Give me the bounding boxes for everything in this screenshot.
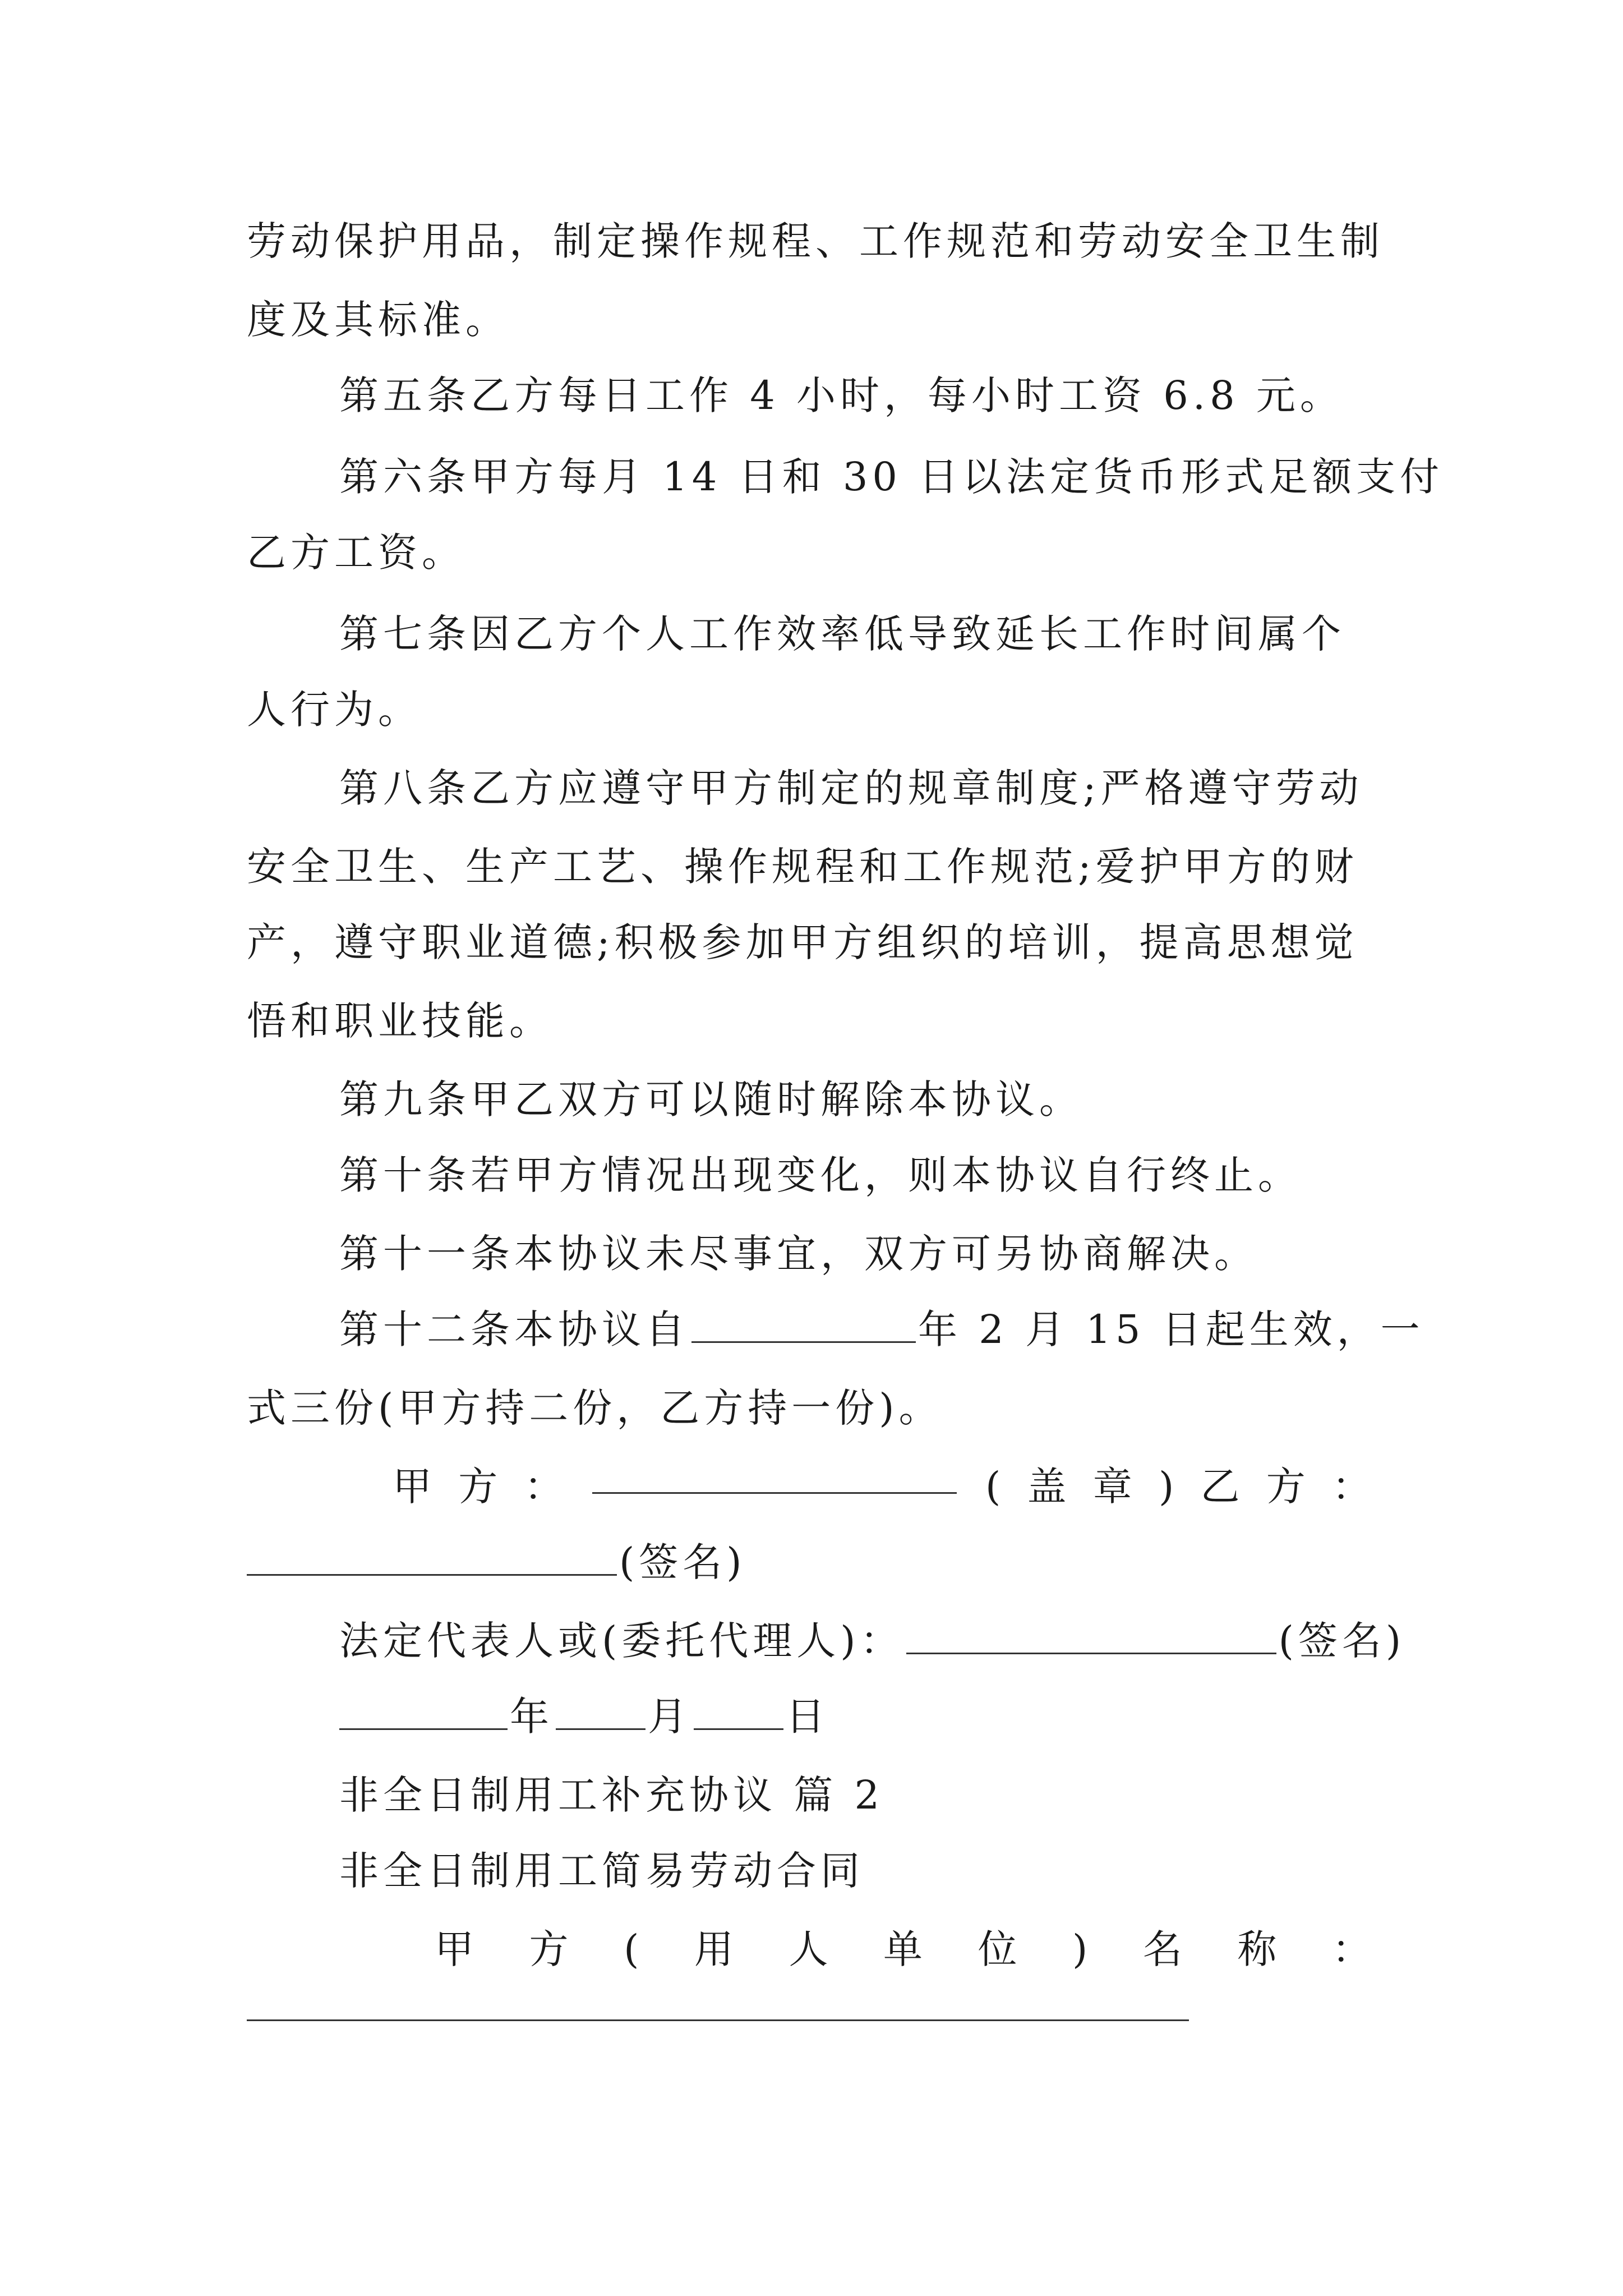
party-a-blank	[592, 1453, 957, 1494]
char: 甲	[435, 1926, 474, 1972]
day-label: 日	[786, 1694, 829, 1740]
party-a-name-blank	[247, 2019, 1189, 2021]
text-line: 乙方工资。	[247, 530, 465, 576]
char: (	[624, 1926, 639, 1972]
clause-12-text-b: 年 2 月 15 日起生效，一	[918, 1306, 1424, 1352]
char: 名	[1142, 1926, 1182, 1972]
clause-10: 第十条若甲方情况出现变化，则本协议自行终止。	[339, 1152, 1302, 1198]
char: )	[1158, 1464, 1174, 1510]
char: 称	[1237, 1926, 1277, 1972]
char: 乙	[1200, 1464, 1240, 1510]
text-line: 式三份(甲方持二份，乙方持一份)。	[247, 1385, 943, 1431]
char: 位	[978, 1926, 1017, 1972]
year-blank	[691, 1302, 916, 1343]
char: ：	[1331, 1926, 1371, 1972]
party-a-name-line	[435, 1916, 1371, 1983]
clause-5: 第五条乙方每日工作 4 小时，每小时工资 6.8 元。	[339, 372, 1344, 418]
text-line: 悟和职业技能。	[247, 998, 553, 1044]
clause-7: 第七条因乙方个人工作效率低导致延长工作时间属个	[339, 611, 1345, 657]
text-line: 度及其标准。	[247, 297, 509, 343]
char: (	[985, 1464, 1001, 1510]
clause-6: 第六条甲方每月 14 日和 30 日以法定货币形式足额支付	[339, 454, 1444, 500]
month-blank	[556, 1689, 645, 1730]
char: ：	[1331, 1464, 1371, 1510]
char: ：	[524, 1464, 564, 1510]
char: )	[1072, 1926, 1088, 1972]
clause-12	[339, 1296, 1424, 1363]
text-line: 人行为。	[247, 687, 422, 733]
representative-label: 法定代表人或(委托代理人)：	[339, 1618, 904, 1664]
clause-8: 第八条乙方应遵守甲方制定的规章制度;严格遵守劳动	[339, 765, 1363, 811]
representative-blank	[906, 1613, 1276, 1654]
month-label: 月	[648, 1694, 691, 1740]
day-blank	[694, 1689, 783, 1730]
char: 方	[458, 1464, 498, 1510]
date-line	[339, 1683, 1385, 1750]
char: 用	[694, 1926, 734, 1972]
clause-11: 第十一条本协议未尽事宜，双方可另协商解决。	[339, 1231, 1258, 1277]
sign-label: (签名)	[1278, 1618, 1406, 1664]
contract-title: 非全日制用工简易劳动合同	[339, 1848, 864, 1894]
char: 甲	[393, 1464, 432, 1510]
sign-label: (签名)	[619, 1539, 746, 1585]
char: 盖	[1027, 1464, 1067, 1510]
party-b-signature-line	[247, 1529, 1385, 1596]
party-a-signature-line	[393, 1453, 1371, 1520]
clause-12-text-a: 第十二条本协议自	[339, 1306, 689, 1352]
year-blank	[339, 1689, 508, 1730]
text-line: 安全卫生、生产工艺、操作规程和工作规范;爱护甲方的财	[247, 844, 1358, 890]
char: 方	[1266, 1464, 1306, 1510]
section-heading: 非全日制用工补充协议 篇 2	[339, 1772, 884, 1818]
clause-9: 第九条甲乙双方可以随时解除本协议。	[339, 1076, 1083, 1122]
text-line: 劳动保护用品，制定操作规程、工作规范和劳动安全卫生制	[247, 218, 1384, 264]
text-line: 产，遵守职业道德;积极参加甲方组织的培训，提高思想觉	[247, 919, 1358, 965]
char: 人	[789, 1926, 828, 1972]
year-label: 年	[510, 1694, 554, 1740]
representative-line	[339, 1607, 1406, 1674]
party-b-blank	[247, 1535, 617, 1576]
char: 方	[529, 1926, 569, 1972]
char: 章	[1092, 1464, 1132, 1510]
char: 单	[883, 1926, 923, 1972]
